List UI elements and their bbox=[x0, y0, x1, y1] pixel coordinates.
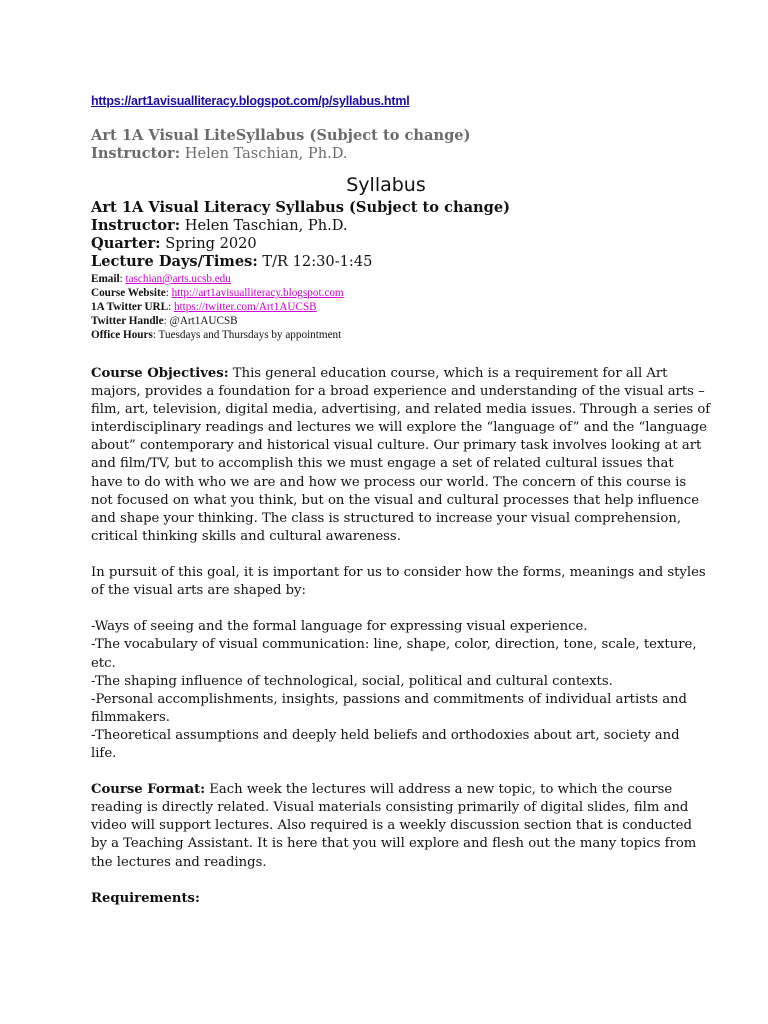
office-hours-line: Office Hours: Tuesdays and Thursdays by appointment bbox=[91, 329, 342, 341]
list-item: -Ways of seeing and the formal language for expressing visual experience. bbox=[91, 619, 588, 635]
website-link[interactable]: http://art1avisualliteracy.blogspot.com bbox=[171, 287, 344, 299]
twitter-url-line: 1A Twitter URL: https://twitter.com/Art1AUCSB bbox=[91, 301, 317, 313]
quarter-line: Quarter: Spring 2020 bbox=[91, 235, 257, 252]
email-link[interactable]: taschian@arts.ucsb.edu bbox=[125, 273, 231, 285]
list-item: etc. bbox=[91, 655, 116, 671]
page-title: Syllabus bbox=[346, 174, 426, 196]
list-item: life. bbox=[91, 745, 117, 761]
factors-list bbox=[91, 618, 697, 763]
email-line: Email: taschian@arts.ucsb.edu bbox=[91, 273, 231, 285]
list-item: -Personal accomplishments, insights, passions and commitments of individual artists and bbox=[91, 691, 687, 707]
list-item: filmmakers. bbox=[91, 709, 170, 725]
course-title: Art 1A Visual Literacy Syllabus (Subject to change) bbox=[91, 199, 511, 216]
course-info bbox=[91, 199, 510, 271]
website-line: Course Website: http://art1avisualliteracy.blogspot.com bbox=[91, 287, 344, 299]
objectives-paragraph: Course Objectives: This general education course, which is a requirement for all Art majors, provides a foundation for a broad experience and understanding of the visual arts – film, art, television, digital media, advertising, and related media issues. Through a series of interdisciplinary readings and lectures we will explore the “language of” and the “language about” contemporary and historical visual culture. Our primary task involves looking at art and film/TV, but to accomplish this we must engage a set of related cultural issues that have to do with who we are and how we process our world. The concern of this course is not focused on what you think, but on the visual and cultural processes that help influence and shape your thinking. The class is structured to increase your visual comprehension, critical thinking skills and cultural awareness. bbox=[91, 366, 711, 544]
syllabus-body bbox=[91, 365, 711, 926]
lecture-line: Lecture Days/Times: T/R 12:30-1:45 bbox=[91, 253, 373, 270]
list-item: -Theoretical assumptions and deeply held beliefs and orthodoxies about art, society and bbox=[91, 727, 680, 743]
contact-info bbox=[91, 272, 344, 342]
twitter-link[interactable]: https://twitter.com/Art1AUCSB bbox=[173, 301, 317, 313]
pursuit-paragraph: In pursuit of this goal, it is important for us to consider how the forms, meanings and styles of the visual arts are shaped by: bbox=[91, 565, 706, 599]
syllabus-url-link[interactable]: https://art1avisualliteracy.blogspot.com/p/syllabus.html bbox=[91, 94, 410, 108]
list-item: -The vocabulary of visual communication: line, shape, color, direction, tone, scale, texture, bbox=[91, 637, 697, 653]
format-paragraph: Course Format: Each week the lectures will address a new topic, to which the course reading is directly related. Visual materials consisting primarily of digital slides, film and video will support lectures. Also required is a weekly discussion section that is conducted by a Teaching Assistant. It is here that you will explore and flesh out the many topics from the lectures and readings. bbox=[91, 782, 697, 870]
instructor-line: Instructor: Helen Taschian, Ph.D. bbox=[91, 217, 348, 234]
preface-title: Art 1A Visual LiteSyllabus (Subject to change) bbox=[91, 127, 471, 144]
list-item: -The shaping influence of technological, social, political and cultural contexts. bbox=[91, 673, 613, 689]
twitter-handle-line: Twitter Handle: @Art1AUCSB bbox=[91, 315, 238, 327]
requirements-heading: Requirements: bbox=[91, 890, 200, 906]
preface-block bbox=[91, 127, 470, 163]
preface-instructor: Instructor: Helen Taschian, Ph.D. bbox=[91, 145, 348, 162]
